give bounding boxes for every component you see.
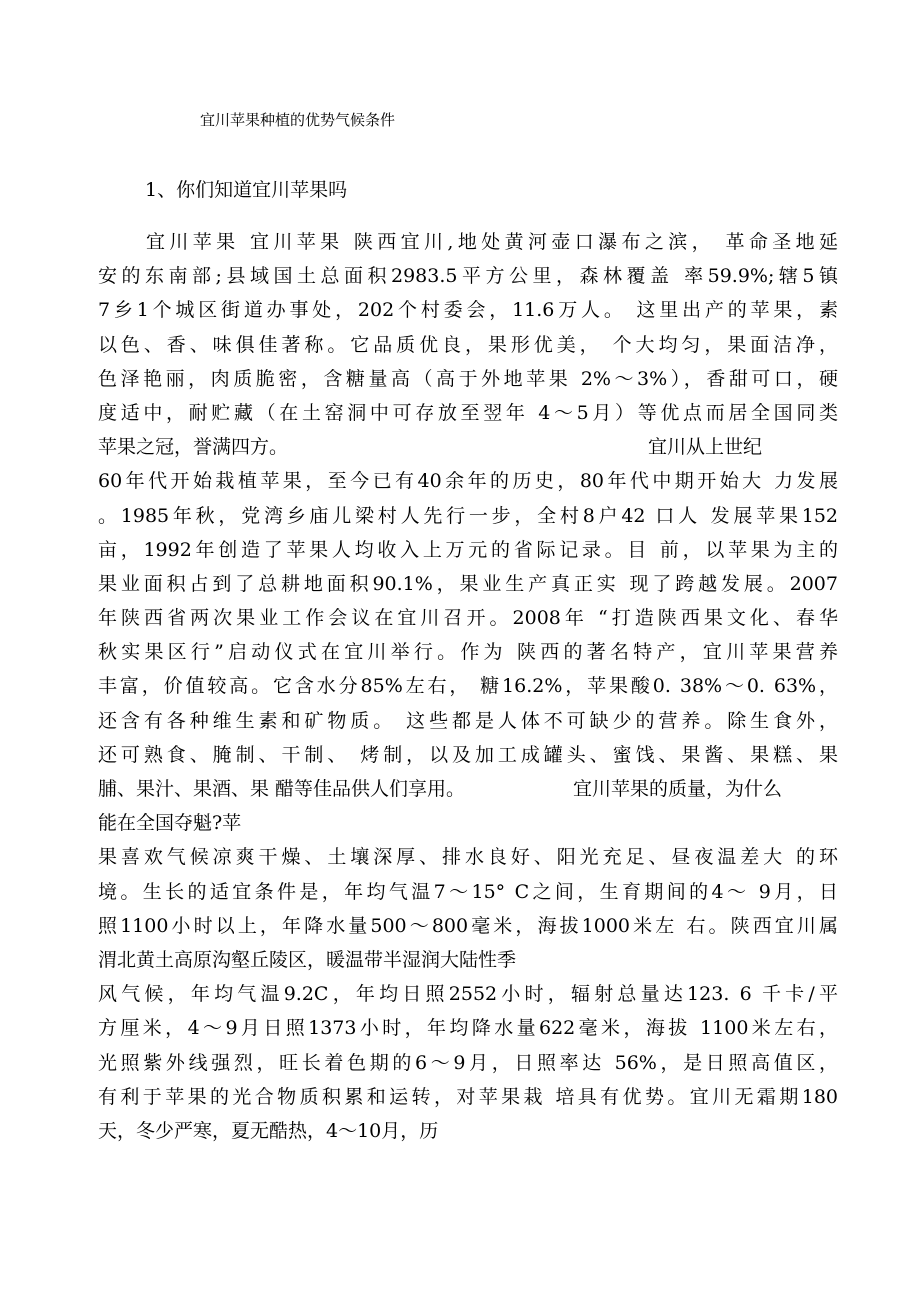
text-line: 方厘米，4～9月日照1373小时，年均降水量622毫米，海拔 1100米左右， [98, 1017, 838, 1040]
text-line: 境。生长的适宜条件是，年均气温7～15° C之间，生育期间的4～ 9月，日 [98, 880, 838, 903]
body-text [98, 225, 838, 1148]
text-line: 安的东南部;县域国土总面积2983.5平方公里，森林覆盖 率59.9%;辖5镇 [98, 265, 838, 288]
text-line: 丰富，价值较高。它含水分85%左右， 糖16.2%，苹果酸0. 38%～0. 63%， [98, 675, 838, 698]
text-line: 能在全国夺魁?苹 [98, 812, 242, 835]
text-segment: 脯、果汁、果酒、果 醋等佳品供人们享用。 [98, 778, 466, 800]
text-segment: 宜川苹果的质量，为什么 [573, 778, 783, 800]
text-line: 。1985年秋，党湾乡庙儿梁村人先行一步，全村8户42 口人 发展苹果152 [98, 504, 838, 527]
text-line: 果业面积占到了总耕地面积90.1%，果业生产真正实 现了跨越发展。2007 [98, 572, 838, 595]
text-line: 色泽艳丽，肉质脆密，含糖量高（高于外地苹果 2%～3%），香甜可口，硬 [98, 367, 838, 390]
text-line: 还含有各种维生素和矿物质。 这些都是人体不可缺少的营养。除生食外， [98, 709, 838, 732]
text-line-split [98, 430, 838, 464]
text-line: 照1100小时以上，年降水量500～800毫米，海拔1000米左 右。陕西宜川属 [98, 914, 838, 937]
section-heading: 1、你们知道宜川苹果吗 [145, 179, 348, 201]
text-line: 宜川苹果 宜川苹果 陕西宜川,地处黄河壶口瀑布之滨， 革命圣地延 [146, 231, 838, 253]
text-line: 风气候，年均气温9.2C，年均日照2552小时，辐射总量达123. 6 千卡/平 [98, 983, 838, 1006]
text-line: 光照紫外线强烈，旺长着色期的6～9月，日照率达 56%，是日照高值区， [98, 1051, 838, 1074]
text-segment: 宜川从上世纪 [648, 436, 763, 459]
text-line: 有利于苹果的光合物质积累和运转，对苹果栽 培具有优势。宜川无霜期180 [98, 1085, 838, 1108]
text-line: 果喜欢气候凉爽干燥、土壤深厚、排水良好、阳光充足、昼夜温差大 的环 [98, 846, 838, 869]
text-line: 以色、香、味俱佳著称。它品质优良，果形优美， 个大均匀，果面洁净， [98, 333, 838, 356]
text-line: 还可熟食、腌制、干制、 烤制，以及加工成罐头、蜜饯、果酱、果糕、果 [98, 743, 838, 766]
text-line: 天，冬少严寒，夏无酷热，4～10月，历 [98, 1119, 439, 1142]
text-line: 60年代开始栽植苹果，至今已有40余年的历史，80年代中期开始大 力发展 [98, 470, 838, 493]
text-segment: 苹果之冠，誉满四方。 [98, 436, 289, 459]
text-line-split [98, 772, 838, 806]
text-line: 年陕西省两次果业工作会议在宜川召开。2008年 “打造陕西果文化、春华 [98, 607, 838, 630]
text-line: 亩，1992年创造了苹果人均收入上万元的省际记录。目 前，以苹果为主的 [98, 538, 838, 561]
document-title: 宜川苹果种植的优势气候条件 [200, 111, 396, 129]
text-line: 7乡1个城区街道办事处，202个村委会，11.6万人。 这里出产的苹果，素 [98, 299, 838, 322]
text-line: 秋实果区行”启动仪式在宜川举行。作为 陕西的著名特产，宜川苹果营养 [98, 641, 838, 664]
text-line: 渭北黄土高原沟壑丘陵区，暖温带半湿润大陆性季 [98, 948, 517, 971]
text-line: 度适中，耐贮藏（在土窑洞中可存放至翌年 4～5月）等优点而居全国同类 [98, 401, 838, 424]
